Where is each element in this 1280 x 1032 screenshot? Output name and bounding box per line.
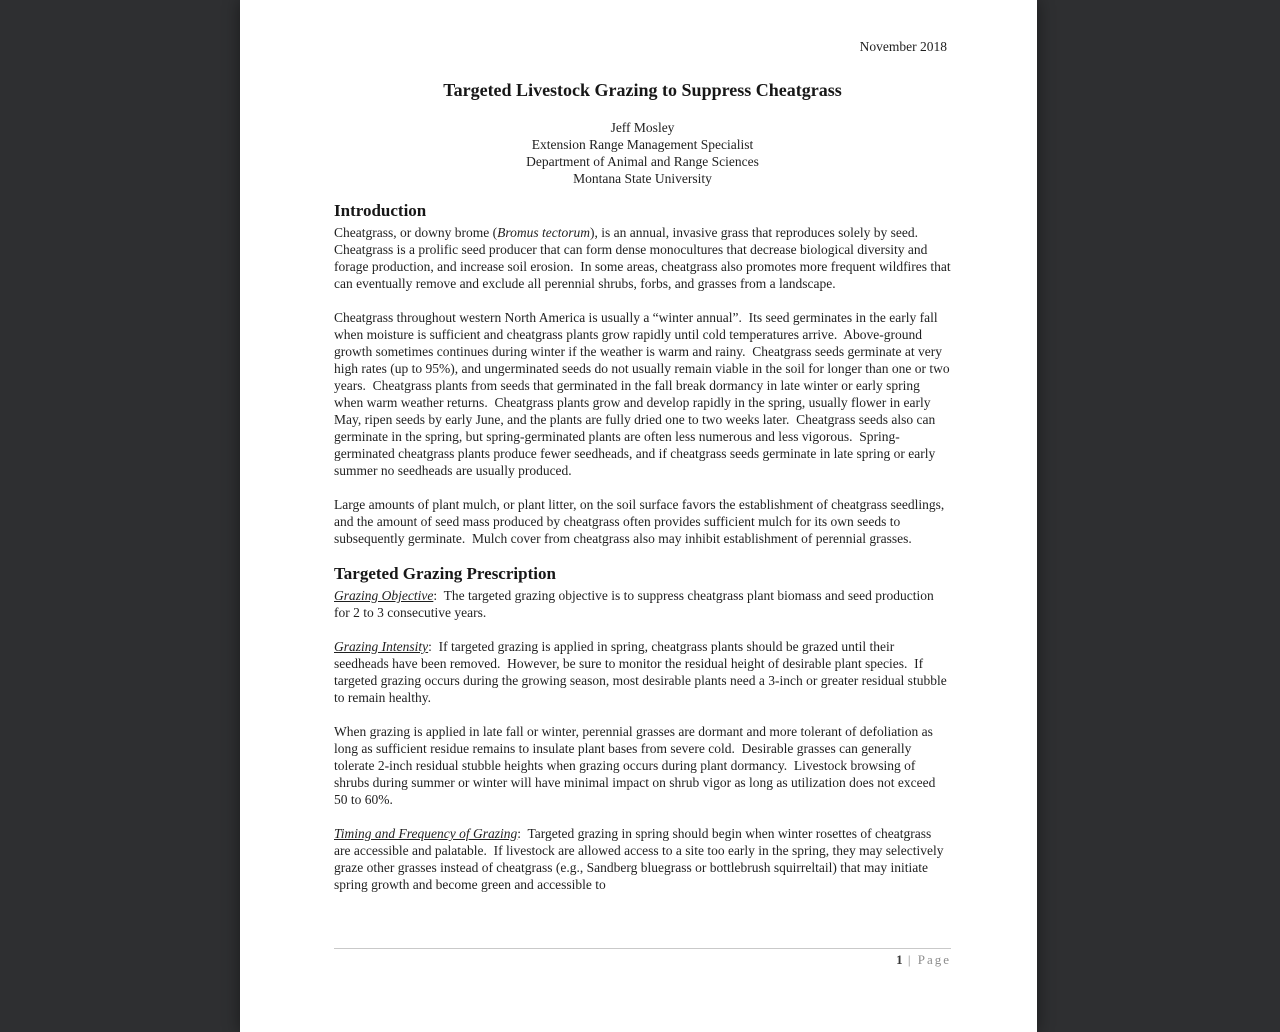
grazing-intensity-lead: Grazing Intensity [334, 639, 429, 654]
dormancy-paragraph: When grazing is applied in late fall or winter, perennial grasses are dormant and more tolerant of defoliation as long as sufficient residue remains to insulate plant bases from severe cold. Desirable grasses can generally tolerate 2-inch residual stubble heights when grazing occurs during plant dormancy. Livestock browsing of shrubs during summer or winter will have minimal impact on shrub vigor as long as utilization does not exceed 50 to 60%. [334, 724, 939, 807]
grazing-intensity-paragraph [334, 638, 951, 706]
paragraph-text: : The targeted grazing objective is to suppress cheatgrass plant biomass and seed production for 2 to 3 consecutive years. [334, 588, 938, 620]
author-name: Jeff Mosley [610, 120, 675, 135]
grazing-objective-lead: Grazing Objective [334, 588, 434, 603]
page-content [240, 0, 1037, 893]
page-number-label: | Page [902, 952, 951, 967]
grazing-objective-paragraph [334, 587, 951, 621]
intro-paragraph-3: Large amounts of plant mulch, or plant litter, on the soil surface favors the establishment of cheatgrass seedlings, and the amount of seed mass produced by cheatgrass often provides sufficient mulch for its own seeds to subsequently germinate. Mulch cover from cheatgrass also may inhibit establishment of perennial grasses. [334, 497, 948, 546]
page-footer [334, 948, 951, 968]
author-block [334, 119, 951, 187]
page-number: 1 [896, 952, 903, 967]
paragraph-text: : If targeted grazing is applied in spring, cheatgrass plants should be grazed until their seedheads have been removed. However, be sure to monitor the residual height of desirable plant species. If targeted grazing occurs during the growing season, most desirable plants need a 3-inch or greater residual stubble to remain healthy. [334, 639, 951, 705]
document-title: Targeted Livestock Grazing to Suppress Cheatgrass [443, 80, 842, 100]
paragraph-text: : Targeted grazing in spring should begin when winter rosettes of cheatgrass are accessible and palatable. If livestock are allowed access to a site too early in the spring, they may selectively graze other grasses instead of cheatgrass (e.g., Sandberg bluegrass or bottlebrush squirreltail) that may initiate spring growth and become green and accessible to [334, 826, 947, 892]
species-name-italic: Bromus tectorum [497, 225, 590, 240]
section-heading-prescription: Targeted Grazing Prescription [334, 564, 556, 583]
intro-paragraph-2: Cheatgrass throughout western North America is usually a “winter annual”. Its seed germinates in the early fall when moisture is sufficient and cheatgrass plants grow rapidly until cold temperatures arrive. Above-ground growth sometimes continues during winter if the weather is warm and rainy. Cheatgrass seeds germinate at very high rates (up to 95%), and ungerminated seeds do not usually remain viable in the soil for longer than one or two years. Cheatgrass plants from seeds that germinated in the fall break dormancy in late winter or early spring when warm weather returns. Cheatgrass plants grow and develop rapidly in the spring, usually flower in early May, ripen seeds by early June, and the plants are fully dried one to two weeks later. Cheatgrass seeds also can germinate in the spring, but spring-germinated plants are often less numerous and less vigorous. Spring-germinated cheatgrass plants produce fewer seedheads, and if cheatgrass seeds germinate in late spring or early summer no seedheads are usually produced. [334, 310, 953, 478]
author-role: Extension Range Management Specialist [531, 137, 754, 152]
paragraph-text: ), is an annual, invasive grass that reproduces solely by seed. Cheatgrass is a prolific seed producer that can form dense monocultures that decrease biological diversity and forage production, and increase soil erosion. In some areas, cheatgrass also promotes more frequent wildfires that can eventually remove and exclude all perennial shrubs, forbs, and grasses from a landscape. [334, 225, 955, 291]
document-date: November 2018 [859, 39, 947, 54]
paragraph-text: Cheatgrass, or downy brome ( [334, 225, 498, 240]
section-heading-introduction: Introduction [334, 201, 427, 220]
author-department: Department of Animal and Range Sciences [526, 154, 759, 169]
timing-frequency-paragraph [334, 825, 951, 893]
intro-paragraph-1 [334, 224, 955, 292]
author-university: Montana State University [573, 171, 712, 186]
document-page[interactable] [240, 0, 1037, 1032]
timing-frequency-lead: Timing and Frequency of Grazing [334, 826, 518, 841]
